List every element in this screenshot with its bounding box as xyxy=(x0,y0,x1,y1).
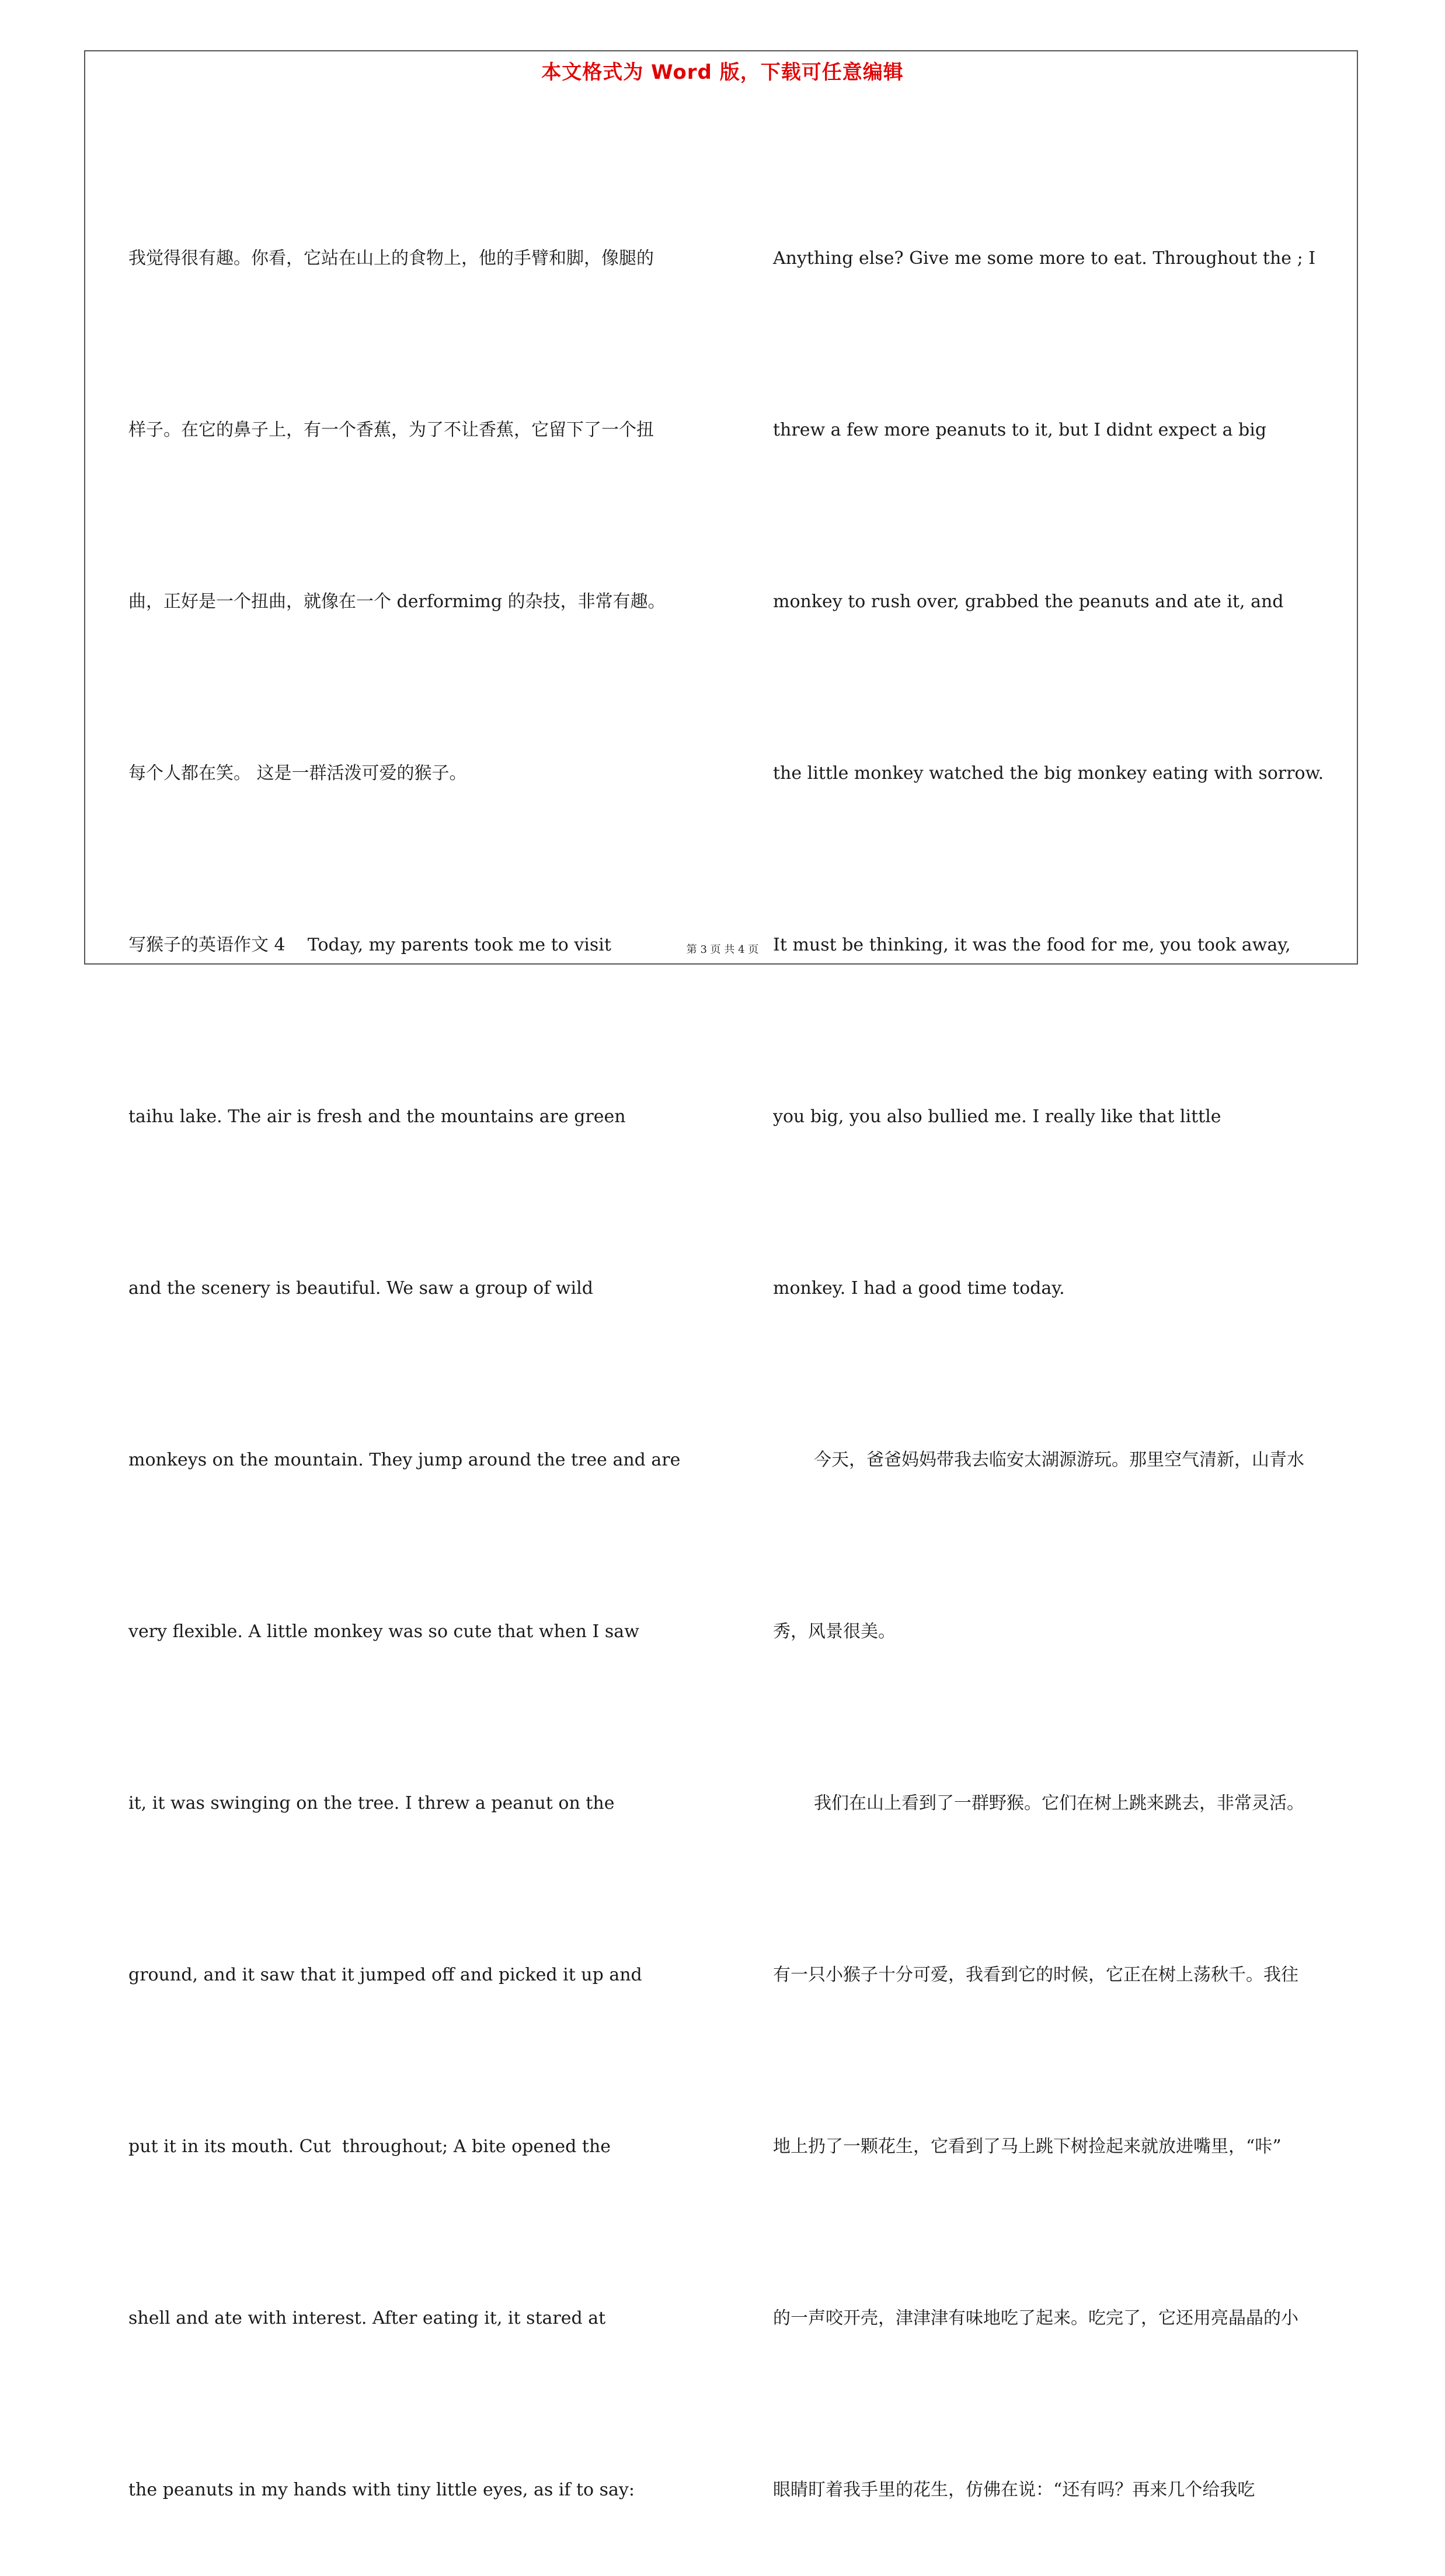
text-line: you big, you also bullied me. I really like that little xyxy=(773,1106,1221,1127)
text-line: monkey. I had a good time today. xyxy=(773,1278,1065,1299)
text-line: 地上扔了一颗花生，它看到了马上跳下树捡起来就放进嘴里，“咔” xyxy=(773,2136,1282,2157)
text-line: monkey to rush over, grabbed the peanuts and ate it, and xyxy=(773,591,1284,612)
header-banner: 本文格式为 Word 版，下载可任意编辑 xyxy=(541,61,904,84)
text-line: taihu lake. The air is fresh and the mountains are green xyxy=(128,1106,626,1127)
left-text-column xyxy=(128,116,730,2576)
text-line: put it in its mouth. Cut throughout; A bite opened the xyxy=(128,2136,611,2157)
text-line: and the scenery is beautiful. We saw a group of wild xyxy=(128,1278,593,1299)
text-line: 样子。在它的鼻子上，有一个香蕉，为了不让香蕉，它留下了一个扭 xyxy=(128,420,654,440)
text-line: 眼睛盯着我手里的花生，仿佛在说：“还有吗？再来几个给我吃 xyxy=(773,2480,1255,2500)
text-line: monkeys on the mountain. They jump around the tree and are xyxy=(128,1450,681,1470)
text-line: It must be thinking, it was the food for me, you took away, xyxy=(773,935,1291,955)
text-line: it, it was swinging on the tree. I threw a peanut on the xyxy=(128,1793,615,1813)
text-line: 秀，风景很美。 xyxy=(773,1621,896,1642)
text-line: threw a few more peanuts to it, but I didnt expect a big xyxy=(773,420,1267,440)
paragraph-start-line: 今天，爸爸妈妈带我去临安太湖源游玩。那里空气清新，山青水 xyxy=(814,1450,1304,1470)
text-line: ground, and it saw that it jumped off and picked it up and xyxy=(128,1965,642,1985)
paragraph-start-line: 我们在山上看到了一群野猴。它们在树上跳来跳去，非常灵活。 xyxy=(814,1793,1304,1813)
right-text-column xyxy=(773,116,1363,2576)
text-line: 写猴子的英语作文 4 Today, my parents took me to visit xyxy=(128,935,611,955)
text-line: 曲，正好是一个扭曲，就像在一个 derformimg 的杂技，非常有趣。 xyxy=(128,591,666,612)
page-indicator: 第 3 页 共 4 页 xyxy=(686,944,759,956)
text-line: the peanuts in my hands with tiny little eyes, as if to say: xyxy=(128,2480,635,2500)
text-line: shell and ate with interest. After eating it, it stared at xyxy=(128,2308,606,2328)
text-line: the little monkey watched the big monkey eating with sorrow. xyxy=(773,763,1324,784)
text-line: 的一声咬开壳，津津津有味地吃了起来。吃完了，它还用亮晶晶的小 xyxy=(773,2308,1298,2328)
text-line: 我觉得很有趣。你看，它站在山上的食物上，他的手臂和脚，像腿的 xyxy=(128,248,654,269)
text-line: 每个人都在笑。 这是一群活泼可爱的猴子。 xyxy=(128,763,467,784)
text-line: very flexible. A little monkey was so cute that when I saw xyxy=(128,1621,639,1642)
text-line: Anything else? Give me some more to eat. Throughout the ; I xyxy=(773,248,1316,269)
text-line: 有一只小猴子十分可爱，我看到它的时候，它正在树上荡秋千。我往 xyxy=(773,1965,1298,1985)
